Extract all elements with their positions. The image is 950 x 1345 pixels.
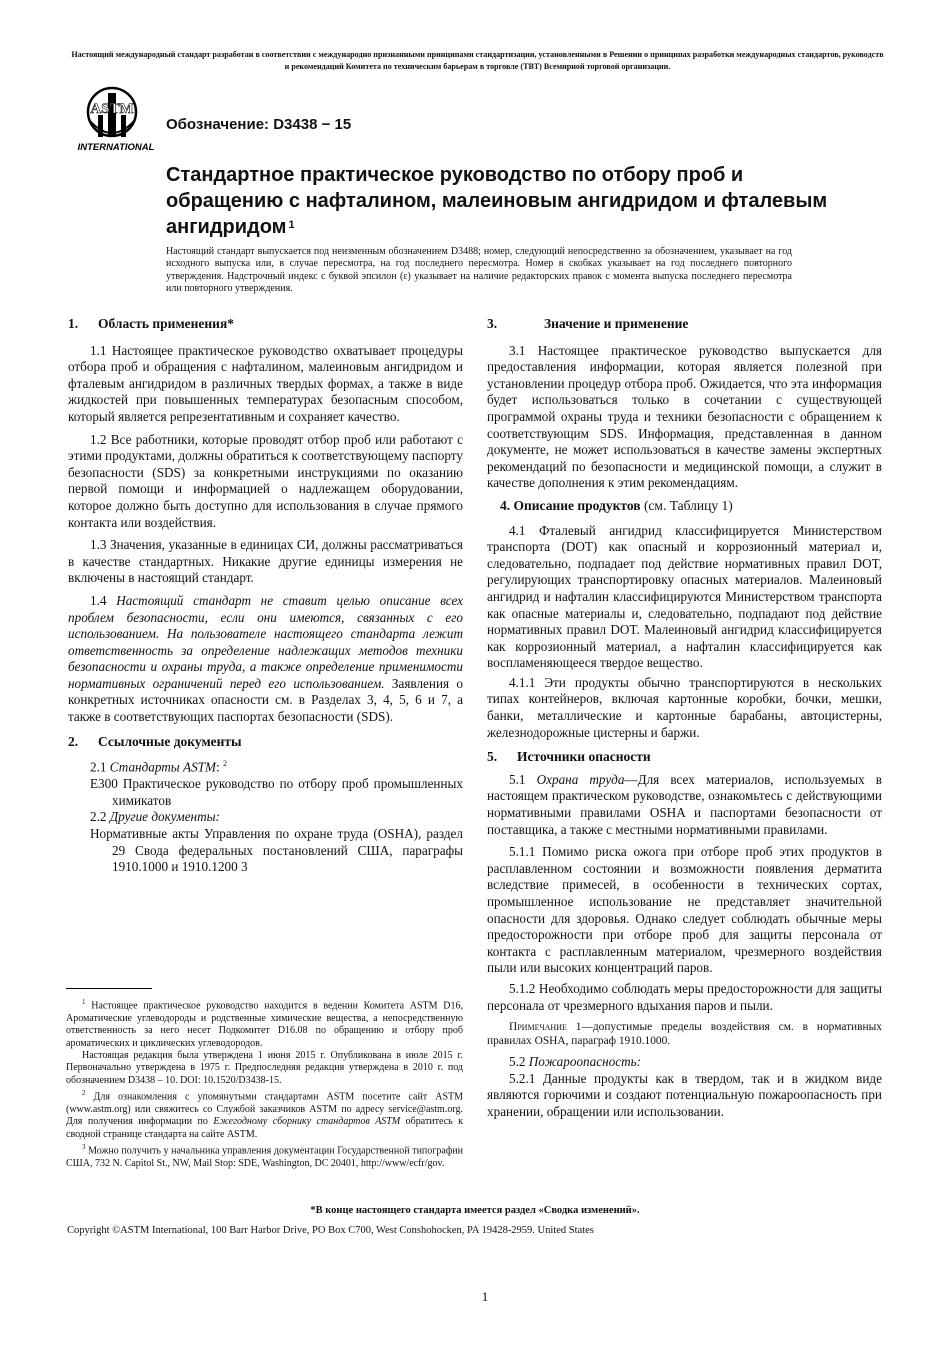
section-2-heading: 2. Ссылочные документы — [68, 733, 242, 749]
para-5-1: 5.1 Охрана труда—Для всех материалов, используемых в настоящем практическом руководстве, ознакомьтесь с действующими нормативными правилами OSHA и паспортами безопасности от поставщика, а также с местными нормативными правилами. — [487, 771, 882, 837]
left-column — [68, 316, 463, 876]
para-5-1-1: 5.1.1 Помимо риска ожога при отборе проб этих продуктов в расплавленном состоянии и возможности появления дерматита вследствие примесей, в особенности в технических сортах, промышленное использование не представляет значительной опасности для здоровья. Однако следует соблюдать обычные меры предосторожности при отборе проб для защиты персонала от контакта с расплавленным материалом, чрезмерного воздействия пыли или высоких концентраций паров. — [487, 844, 882, 976]
para-3-1: 3.1 Настоящее практическое руководство выпускается для предоставления информации, которая является полезной при установлении процедур отбора проб. Ожидается, что эта информация будет использоваться только в сочетании с существующей программой охраны труда и техники безопасности с обращением к соответствующим SDS. Информация, представленная в данном документе, не может использоваться в качестве замены экспертных рекомендаций по безопасности и медицинской помощи, а служит в качестве дополнения к этим рекомендациям. — [487, 342, 882, 491]
section-3-heading: 3. Значение и применение — [487, 316, 689, 331]
summary-of-changes-note: *В конце настоящего стандарта имеется раздел «Сводка изменений». — [310, 1205, 640, 1216]
reference-e300: E300 Практическое руководство по отбору проб промышленных химикатов — [90, 776, 463, 808]
para-5-2: 5.2 Пожароопасность: — [509, 1054, 641, 1070]
title-footnote-mark: 1 — [288, 219, 295, 231]
document-title — [166, 162, 846, 240]
reference-osha: Нормативные акты Управления по охране труда (OSHA), раздел 29 Свода федеральных постановлений США, параграфы 1910.1000 и 1910.1200 3 — [90, 826, 463, 875]
para-5-2-1: 5.2.1 Данные продукты как в твердом, так и в жидком виде являются горючими и создают потенциальную пожароопасность при хранении, обращении или использовании. — [487, 1070, 882, 1119]
footnote-1b: Настоящая редакция была утверждена 1 июня 2015 г. Опубликована в июле 2015 г. Первоначально утверждена в 1975 г. Предпоследняя редакция утверждена в 2010 г. под обозначением D3438 – 10. DOI: 10.1520/D3438-15. — [66, 1049, 463, 1086]
para-1-3: 1.3 Значения, указанные в единицах СИ, должны рассматриваться в качестве стандартных. Никакие другие единицы измерения не включены в настоящий стандарт. — [68, 537, 463, 586]
logo-subtext: INTERNATIONAL — [77, 142, 155, 153]
section-4-heading: 4. Описание продуктов (см. Таблицу 1) — [500, 497, 733, 513]
para-4-1: 4.1 Фталевый ангидрид классифицируется Министерством транспорта (DOT) как опасный и коррозионный материал и, следовательно, подпадает под действие нормативных правил DOT, регулирующих транспортировку опасных материалов. Малеиновый ангидрид и нафталин классифицируются Министерством транспорта как опасные материалы и, следовательно, подпадают под действие нормативных правил DOT. Малеиновый ангидрид классифицируется как коррозионный материал, а нафталин классифицируется как воспламеняющееся твердое вещество. — [487, 522, 882, 671]
footnote-1a: $^1$ Настоящее практическое руководство находится в ведении Комитета ASTM D16, Ароматические углеводороды и родственные химические вещества, а непосредственную ответственность за него несет Подкомитет D16.08 по обращению и отбору проб ароматических и циклических углеводородов. — [66, 998, 463, 1049]
footnotes — [66, 996, 463, 1170]
footnote-3: $^3$ Можно получить у начальника управления документации Государственной типографии США, 732 N. Capitol St., NW, Mail Stop: SDE, Washington, DC 20401, http://www/ecfr/gov. — [66, 1143, 463, 1169]
section-5-heading: 5. Источники опасности — [487, 749, 651, 765]
right-column — [487, 316, 882, 1121]
section-1-heading: 1. Область применения* — [68, 316, 235, 331]
designation: Обозначение: D3438 − 15 — [166, 116, 352, 133]
astm-logo — [70, 85, 162, 153]
para-5-1-2: 5.1.2 Необходимо соблюдать меры предосторожности для защиты персонала от чрезмерного вдыхания паров и пыли. — [487, 980, 882, 1013]
issuance-statement: Настоящий стандарт выпускается под неизменным обозначением D3488; номер, следующий непосредственно за обозначением, указывает на год исходного выпуска или, в случае пересмотра, на год последнего пересмотра. Номер в скобках указывает на год последнего повторного утверждения. Надстрочный индекс с буквой эпсилон (ε) указывает на наличие редакторских правок с момента выпуска последнего пересмотра или повторного утверждения. — [166, 246, 792, 295]
para-1-2: 1.2 Все работники, которые проводят отбор проб или работают с этими продуктами, должны обратиться к соответствующему паспорту безопасности (SDS) за конкретными инструкциями по оказанию первой помощи и информацией о надлежащем оборудовании, которое должно быть доступно для использования в случае прямого контакта или воздействия. — [68, 431, 463, 530]
note-1: Примечание 1—допустимые пределы воздействия см. в нормативных правилах OSHA, параграф 1910.1000. — [487, 1021, 882, 1048]
logo-text: ASTM — [90, 101, 134, 117]
footnote-divider — [66, 988, 152, 989]
para-2-2: 2.2 Другие документы: — [90, 809, 220, 825]
title-text: Стандартное практическое руководство по отбору проб и обращению с нафталином, малеиновым ангидридом и фталевым ангидридом — [166, 164, 828, 238]
copyright: Copyright ©ASTM International, 100 Barr Harbor Drive, PO Box C700, West Conshohocken, PA 19428-2959. United States — [67, 1225, 594, 1236]
para-4-1-1: 4.1.1 Эти продукты обычно транспортируются в нескольких типах контейнеров, включая картонные коробки, бочки, мешки, банки, металлические и картонные барабаны, автоцистерны, железнодорожные цистерны и баржи. — [487, 674, 882, 740]
para-1-1: 1.1 Настоящее практическое руководство охватывает процедуры отбора проб и обращения с нафталином, малеиновым ангидридом и фталевым ангидридом в различных твердых формах, а также в виде жидкостей при повышенных температурах безопасным способом, который является репрезентативным и сохраняет качество. — [68, 342, 463, 424]
international-standard-notice: Настоящий международный стандарт разработан в соответствии с международно признанными принципами стандартизации, установленными в Решении о принципах разработки международных стандартов, руководств и рекомендаций Комитета по техническим барьерам в торговле (ТВТ) Всемирной торговой организации. — [71, 50, 884, 71]
footnote-2: $^2$ Для ознакомления с упомянутыми стандартами ASTM посетите сайт ASTM (www.astm.org) или свяжитесь со Службой заказчиков ASTM по адресу service@astm.org. Для получения информации по Ежегодному сборнику стандартов ASTM обратитесь к сводной странице стандарта на сайте ASTM. — [66, 1089, 464, 1140]
page-number: 1 — [481, 1289, 489, 1304]
para-2-1: 2.1 Стандарты ASTM: $^2$ — [90, 759, 227, 775]
para-1-4: 1.4 Настоящий стандарт не ставит целью описание всех проблем безопасности, если они имеются, связанных с его использованием. На пользователе настоящего стандарта лежит ответственность за определение надлежащих методов техники безопасности и охраны труда, а также определение применимости нормативных ограничений перед его использованием. Заявления о конкретных источниках опасности см. в Разделах 3, 4, 5, 6 и 7, а также в соответствующих паспортах безопасности (SDS). — [68, 592, 464, 725]
